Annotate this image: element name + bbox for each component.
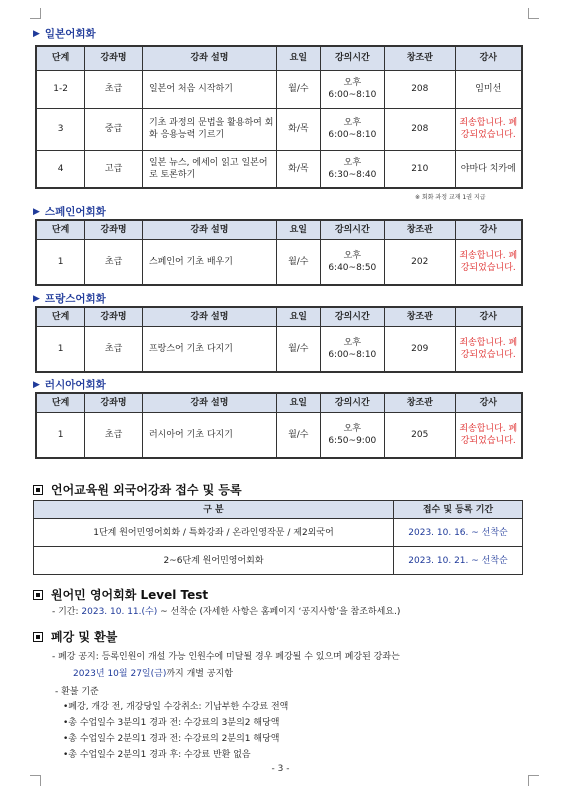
registration-category: 2~6단계 원어민영어회화	[34, 547, 394, 575]
course-desc-cell: 일본 뉴스, 에세이 읽고 일본어로 토론하기	[142, 150, 276, 188]
course-desc-cell: 프랑스어 기초 다지기	[142, 326, 276, 372]
triangle-icon: ▶	[33, 206, 40, 217]
notice-date: 2023년 10월 27일(금)	[73, 669, 167, 679]
time-cell	[320, 150, 384, 188]
period-suffix: ~ 선착순 (자세한 사항은 홈페이지 ‘공지사항’을 참조하세요.)	[157, 607, 401, 617]
column-header: 강좌 설명	[142, 220, 276, 239]
day-cell: 월/수	[276, 239, 320, 285]
column-header: 요일	[277, 46, 321, 70]
refund-item: •총 수업일수 3분의1 경과 전: 수강료의 3분의2 해당액	[63, 718, 280, 728]
time-range: 6:00~8:10	[328, 349, 377, 360]
japanese-course-table	[35, 45, 523, 189]
column-header: 요일	[276, 307, 320, 326]
page-number: - 3 -	[271, 764, 290, 774]
corner-mark	[30, 775, 41, 786]
leveltest-period	[52, 604, 400, 617]
day-cell: 화/목	[277, 108, 321, 150]
triangle-icon: ▶	[33, 28, 40, 39]
level-cell: 1	[36, 326, 85, 372]
time-cell	[320, 326, 384, 372]
registration-category: 1단계 원어민영어회화 / 특화강좌 / 온라인영작문 / 제2외국어	[34, 519, 394, 547]
time-cell	[320, 412, 384, 458]
square-bullet-icon	[33, 632, 43, 642]
course-desc-cell: 일본어 처음 시작하기	[142, 70, 276, 108]
section-title-text: 스페인어회화	[44, 206, 106, 218]
column-header: 강좌명	[85, 220, 143, 239]
heading-text: 언어교육원 외국어강좌 접수 및 등록	[51, 483, 242, 497]
column-header: 단계	[36, 307, 85, 326]
refund-notice-line1: - 폐강 공지: 등록인원이 개설 가능 인원수에 미달될 경우 폐강될 수 있으며 폐강된 강좌는	[52, 652, 400, 662]
time-label: 오후	[343, 157, 362, 168]
course-name-cell: 초급	[85, 70, 143, 108]
time-range: 6:00~8:10	[328, 130, 377, 140]
period-date: 2023. 10. 11.(수)	[81, 607, 158, 617]
section-title-french	[33, 291, 106, 306]
room-cell: 202	[385, 239, 456, 285]
triangle-icon: ▶	[33, 293, 40, 304]
time-cell	[320, 108, 384, 150]
day-cell: 화/목	[277, 150, 321, 188]
room-cell: 208	[385, 108, 455, 150]
room-cell: 209	[385, 326, 456, 372]
column-header: 창조관	[385, 46, 455, 70]
column-header: 요일	[276, 393, 320, 412]
section-title-spanish	[33, 204, 106, 219]
corner-mark	[528, 8, 539, 19]
refund-item: •폐강, 개강 전, 개강당일 수강취소: 기납부한 수강료 전액	[63, 702, 289, 712]
column-header: 단계	[36, 393, 85, 412]
room-cell: 210	[385, 150, 455, 188]
time-range: 6:40~8:50	[328, 262, 377, 273]
table-row	[36, 108, 522, 150]
french-course-table	[35, 306, 523, 373]
registration-period: 2023. 10. 16. ~ 선착순	[394, 519, 523, 547]
column-header: 강의시간	[320, 307, 384, 326]
refund-criteria-title: - 환불 기준	[55, 687, 99, 697]
col-header-category: 구 분	[34, 501, 394, 519]
section-title-text: 일본어회화	[44, 28, 96, 40]
column-header: 강좌명	[85, 393, 143, 412]
time-label: 오후	[343, 337, 361, 348]
time-cell	[320, 70, 384, 108]
table-row	[36, 412, 522, 458]
course-desc-cell: 스페인어 기초 배우기	[142, 239, 276, 285]
notice-suffix: 까지 개별 공지함	[166, 669, 233, 679]
time-range: 6:30~8:40	[328, 169, 377, 180]
section-title-russian	[33, 377, 106, 392]
col-header-period: 접수 및 등록 기간	[394, 501, 523, 519]
column-header: 강좌명	[85, 46, 143, 70]
table-row	[36, 326, 522, 372]
column-header: 강사	[455, 220, 522, 239]
time-label: 오후	[343, 78, 362, 88]
column-header: 창조관	[385, 393, 456, 412]
column-header: 강의시간	[320, 393, 384, 412]
day-cell: 월/수	[276, 412, 320, 458]
leveltest-heading	[33, 586, 208, 603]
corner-mark	[528, 775, 539, 786]
teacher-cell: 죄송합니다. 폐강되었습니다.	[455, 326, 522, 372]
course-name-cell: 중급	[85, 108, 143, 150]
triangle-icon: ▶	[33, 379, 40, 390]
time-label: 오후	[343, 118, 362, 128]
course-name-cell: 초급	[85, 412, 143, 458]
time-label: 오후	[343, 423, 361, 434]
room-cell: 205	[385, 412, 456, 458]
column-header: 강사	[455, 307, 522, 326]
column-header: 단계	[36, 220, 85, 239]
day-cell: 월/수	[276, 326, 320, 372]
registration-period: 2023. 10. 21. ~ 선착순	[394, 547, 523, 575]
registration-table	[33, 500, 523, 575]
column-header: 강좌 설명	[142, 307, 276, 326]
column-header: 강의시간	[320, 46, 384, 70]
section-title-text: 프랑스어회화	[44, 293, 106, 305]
time-label: 오후	[343, 250, 361, 261]
section-title-japanese	[33, 26, 96, 41]
table-row	[36, 70, 522, 108]
refund-heading	[33, 628, 117, 645]
room-cell: 208	[385, 70, 455, 108]
teacher-cell: 죄송합니다. 폐강되었습니다.	[455, 108, 522, 150]
level-cell: 1	[36, 412, 85, 458]
table-row	[36, 150, 522, 188]
table-row	[36, 239, 522, 285]
heading-text: 폐강 및 환불	[51, 630, 118, 644]
refund-item: •총 수업일수 2분의1 경과 전: 수강료의 2분의1 해당액	[63, 734, 280, 744]
heading-text: 원어민 영어회화 Level Test	[51, 588, 209, 602]
column-header: 강사	[455, 46, 522, 70]
time-cell	[320, 239, 384, 285]
level-cell: 4	[36, 150, 85, 188]
square-bullet-icon	[33, 485, 43, 495]
column-header: 강의시간	[320, 220, 384, 239]
column-header: 창조관	[385, 220, 456, 239]
refund-notice-line2	[73, 666, 233, 679]
column-header: 강좌 설명	[142, 393, 276, 412]
square-bullet-icon	[33, 590, 43, 600]
teacher-cell: 야마다 치카에	[455, 150, 522, 188]
spanish-course-table	[35, 219, 523, 286]
column-header: 강좌 설명	[142, 46, 276, 70]
level-cell: 3	[36, 108, 85, 150]
course-name-cell: 고급	[85, 150, 143, 188]
section-title-text: 러시아어회화	[44, 379, 106, 391]
column-header: 요일	[276, 220, 320, 239]
russian-course-table	[35, 392, 523, 459]
registration-heading	[33, 481, 242, 498]
column-header: 강좌명	[85, 307, 143, 326]
column-header: 창조관	[385, 307, 456, 326]
time-range: 6:50~9:00	[328, 435, 377, 446]
corner-mark	[30, 8, 41, 19]
level-cell: 1	[36, 239, 85, 285]
course-name-cell: 초급	[85, 326, 143, 372]
day-cell: 월/수	[277, 70, 321, 108]
level-cell: 1-2	[36, 70, 85, 108]
course-desc-cell: 러시아어 기초 다지기	[142, 412, 276, 458]
teacher-cell: 임미선	[455, 70, 522, 108]
period-prefix: - 기간:	[52, 607, 82, 617]
course-name-cell: 초급	[85, 239, 143, 285]
teacher-cell: 죄송합니다. 폐강되었습니다.	[455, 412, 522, 458]
column-header: 강사	[455, 393, 522, 412]
course-desc-cell: 기초 과정의 문법을 활용하여 회화 응용능력 기르기	[142, 108, 276, 150]
time-range: 6:00~8:10	[328, 90, 377, 100]
teacher-cell: 죄송합니다. 폐강되었습니다.	[455, 239, 522, 285]
column-header: 단계	[36, 46, 85, 70]
table-note: ※ 회화 과정 교재 1권 지급	[415, 194, 486, 201]
refund-item: •총 수업일수 2분의1 경과 후: 수강료 반환 없음	[63, 750, 251, 760]
